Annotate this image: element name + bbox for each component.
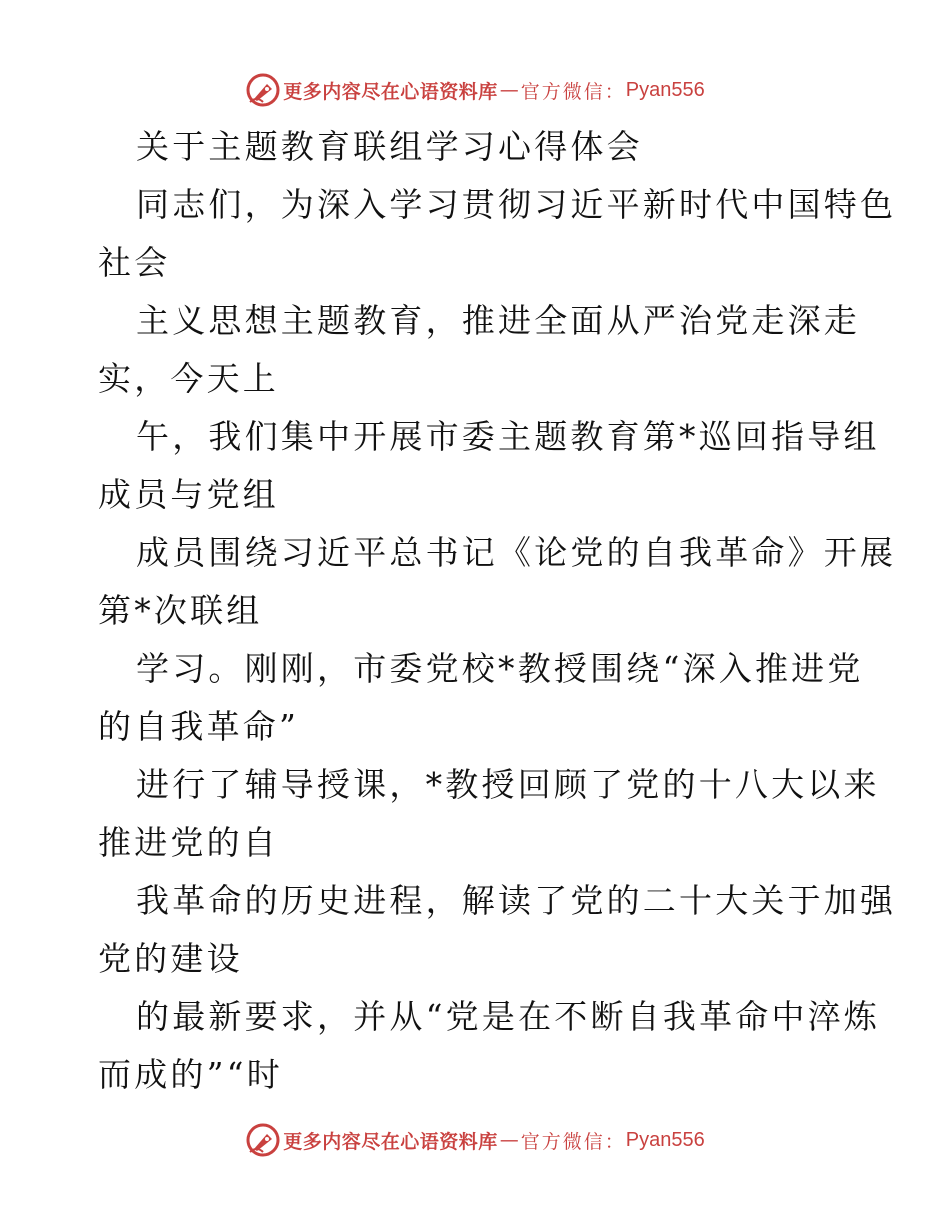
text-line: 党的建设 xyxy=(98,939,243,978)
text-line: 午，我们集中开展市委主题教育第*巡回指导组 xyxy=(136,417,880,456)
watermark-dash: — xyxy=(499,79,519,101)
document-title: 关于主题教育联组学习心得体会 xyxy=(136,127,643,166)
watermark-dash: — xyxy=(499,1129,519,1151)
text-line: 同志们，为深入学习贯彻习近平新时代中国特色 xyxy=(136,185,897,224)
text-line: 第*次联组 xyxy=(98,591,263,630)
text-line: 主义思想主题教育，推进全面从严治党走深走 xyxy=(136,301,860,340)
watermark-wechat-id: Pyan556 xyxy=(625,78,705,101)
document-body xyxy=(98,118,897,1104)
text-line: 成员围绕习近平总书记《论党的自我革命》开展 xyxy=(136,533,897,572)
watermark-main-text: 更多内容尽在心语资料库 xyxy=(283,80,498,103)
text-line: 学习。刚刚，市委党校*教授围绕“深入推进党 xyxy=(136,649,864,688)
text-line: 而成的”“时 xyxy=(98,1055,283,1094)
watermark-wechat-label: 官方微信： xyxy=(520,80,626,103)
watermark-main-text: 更多内容尽在心语资料库 xyxy=(283,1130,498,1153)
header-watermark xyxy=(0,70,950,110)
pen-nib-logo-icon xyxy=(245,72,281,108)
watermark-wechat-id: Pyan556 xyxy=(625,1128,705,1151)
text-line: 社会 xyxy=(98,243,171,282)
text-line: 实，今天上 xyxy=(98,359,279,398)
text-line: 成员与党组 xyxy=(98,475,279,514)
footer-watermark xyxy=(0,1120,950,1160)
text-line: 进行了辅导授课，*教授回顾了党的十八大以来 xyxy=(136,765,880,804)
text-line: 的自我革命” xyxy=(98,707,300,746)
text-line: 推进党的自 xyxy=(98,823,279,862)
watermark-wechat-label: 官方微信： xyxy=(520,1130,626,1153)
text-line: 的最新要求，并从“党是在不断自我革命中淬炼 xyxy=(136,997,881,1036)
pen-nib-logo-icon xyxy=(245,1122,281,1158)
text-line: 我革命的历史进程，解读了党的二十大关于加强 xyxy=(136,881,897,920)
